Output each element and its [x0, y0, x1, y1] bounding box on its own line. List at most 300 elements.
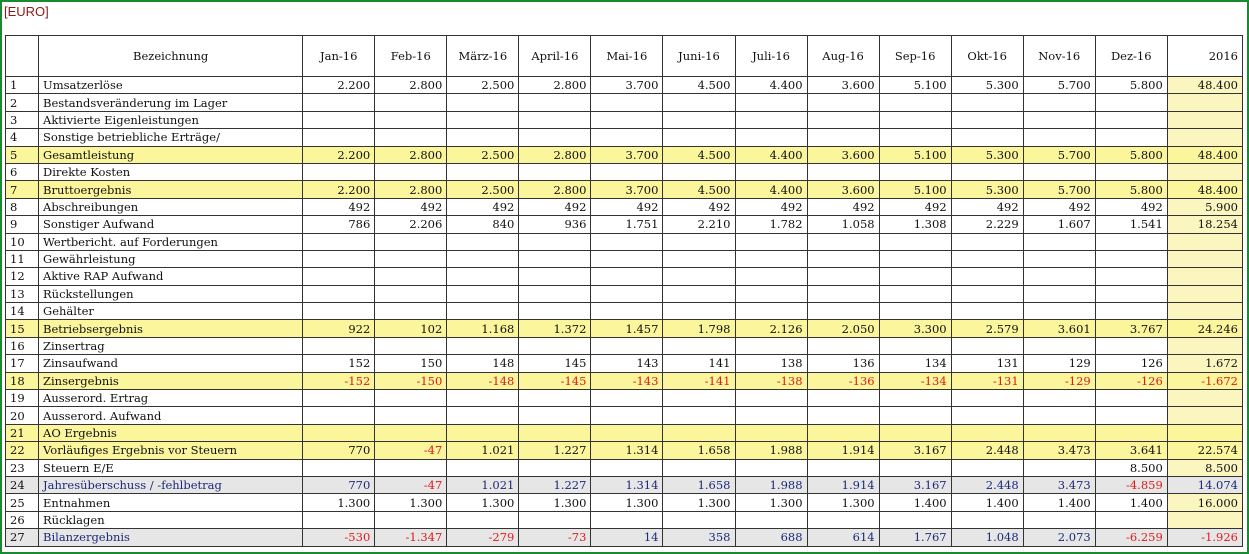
month-value-cell[interactable]	[303, 511, 375, 528]
month-value-cell[interactable]: 1.782	[735, 216, 807, 233]
month-value-cell[interactable]: 5.800	[1095, 77, 1167, 94]
month-value-cell[interactable]	[951, 94, 1023, 111]
month-value-cell[interactable]: 2.500	[447, 181, 519, 198]
month-value-cell[interactable]	[303, 303, 375, 320]
month-value-cell[interactable]	[735, 285, 807, 302]
month-value-cell[interactable]: 3.700	[591, 181, 663, 198]
month-value-cell[interactable]	[1095, 390, 1167, 407]
row-label[interactable]: Abschreibungen	[39, 198, 303, 215]
row-label[interactable]: Direkte Kosten	[39, 163, 303, 180]
month-value-cell[interactable]: 136	[807, 355, 879, 372]
month-value-cell[interactable]	[735, 268, 807, 285]
month-value-cell[interactable]: 4.500	[663, 181, 735, 198]
month-value-cell[interactable]	[1023, 459, 1095, 476]
month-value-cell[interactable]	[951, 337, 1023, 354]
month-value-cell[interactable]: 1.227	[519, 442, 591, 459]
month-value-cell[interactable]	[1023, 424, 1095, 441]
month-value-cell[interactable]	[591, 424, 663, 441]
month-value-cell[interactable]	[951, 303, 1023, 320]
month-value-cell[interactable]: 5.100	[879, 77, 951, 94]
year-total-cell[interactable]: -1.926	[1167, 529, 1242, 546]
year-total-cell[interactable]	[1167, 303, 1242, 320]
month-value-cell[interactable]: 141	[663, 355, 735, 372]
month-value-cell[interactable]	[879, 390, 951, 407]
month-value-cell[interactable]	[879, 94, 951, 111]
year-total-cell[interactable]	[1167, 268, 1242, 285]
row-label[interactable]: Wertbericht. auf Forderungen	[39, 233, 303, 250]
month-value-cell[interactable]	[951, 233, 1023, 250]
month-value-cell[interactable]	[303, 94, 375, 111]
month-value-cell[interactable]	[879, 111, 951, 128]
month-value-cell[interactable]	[447, 390, 519, 407]
month-value-cell[interactable]: 1.300	[519, 494, 591, 511]
month-value-cell[interactable]	[879, 285, 951, 302]
row-label[interactable]: Gewährleistung	[39, 250, 303, 267]
month-value-cell[interactable]: 614	[807, 529, 879, 546]
year-total-cell[interactable]: -1.672	[1167, 372, 1242, 389]
month-value-cell[interactable]	[735, 337, 807, 354]
month-value-cell[interactable]	[735, 163, 807, 180]
month-value-cell[interactable]: 492	[447, 198, 519, 215]
month-value-cell[interactable]: 1.988	[735, 442, 807, 459]
month-value-cell[interactable]	[591, 337, 663, 354]
row-label[interactable]: Bilanzergebnis	[39, 529, 303, 546]
month-value-cell[interactable]: 1.400	[1023, 494, 1095, 511]
month-value-cell[interactable]: 492	[807, 198, 879, 215]
month-value-cell[interactable]: 1.058	[807, 216, 879, 233]
month-value-cell[interactable]	[1023, 163, 1095, 180]
month-value-cell[interactable]	[303, 424, 375, 441]
month-value-cell[interactable]: 5.100	[879, 181, 951, 198]
month-value-cell[interactable]: 5.300	[951, 181, 1023, 198]
month-value-cell[interactable]: 2.800	[375, 181, 447, 198]
month-value-cell[interactable]	[447, 233, 519, 250]
month-value-cell[interactable]	[591, 285, 663, 302]
month-value-cell[interactable]: 688	[735, 529, 807, 546]
month-value-cell[interactable]: 3.601	[1023, 320, 1095, 337]
month-value-cell[interactable]	[951, 459, 1023, 476]
month-value-cell[interactable]	[879, 459, 951, 476]
month-value-cell[interactable]: 2.200	[303, 77, 375, 94]
month-value-cell[interactable]	[663, 163, 735, 180]
month-value-cell[interactable]: 1.227	[519, 476, 591, 493]
year-total-cell[interactable]: 8.500	[1167, 459, 1242, 476]
month-value-cell[interactable]: 152	[303, 355, 375, 372]
month-value-cell[interactable]: 143	[591, 355, 663, 372]
month-value-cell[interactable]	[735, 459, 807, 476]
month-value-cell[interactable]	[375, 250, 447, 267]
month-value-cell[interactable]: 4.500	[663, 146, 735, 163]
month-value-cell[interactable]	[591, 233, 663, 250]
month-value-cell[interactable]	[663, 129, 735, 146]
month-value-cell[interactable]: 3.600	[807, 77, 879, 94]
month-value-cell[interactable]	[1023, 233, 1095, 250]
month-value-cell[interactable]	[807, 303, 879, 320]
month-value-cell[interactable]	[519, 511, 591, 528]
month-value-cell[interactable]	[519, 285, 591, 302]
month-value-cell[interactable]	[1023, 129, 1095, 146]
month-value-cell[interactable]: 840	[447, 216, 519, 233]
month-value-cell[interactable]	[447, 268, 519, 285]
month-value-cell[interactable]	[591, 303, 663, 320]
month-value-cell[interactable]	[951, 129, 1023, 146]
month-value-cell[interactable]	[879, 129, 951, 146]
month-value-cell[interactable]	[1095, 111, 1167, 128]
month-value-cell[interactable]	[447, 250, 519, 267]
month-value-cell[interactable]: 492	[1095, 198, 1167, 215]
month-value-cell[interactable]: 936	[519, 216, 591, 233]
month-value-cell[interactable]	[591, 163, 663, 180]
year-total-cell[interactable]: 24.246	[1167, 320, 1242, 337]
month-value-cell[interactable]	[447, 407, 519, 424]
row-label[interactable]: Ausserord. Ertrag	[39, 390, 303, 407]
month-value-cell[interactable]: -279	[447, 529, 519, 546]
row-label[interactable]: Umsatzerlöse	[39, 77, 303, 94]
month-value-cell[interactable]	[375, 129, 447, 146]
month-value-cell[interactable]	[807, 337, 879, 354]
month-value-cell[interactable]	[735, 390, 807, 407]
month-value-cell[interactable]	[951, 111, 1023, 128]
month-value-cell[interactable]: 5.300	[951, 146, 1023, 163]
month-value-cell[interactable]	[951, 163, 1023, 180]
month-value-cell[interactable]: 3.600	[807, 181, 879, 198]
month-value-cell[interactable]	[1023, 337, 1095, 354]
month-value-cell[interactable]	[879, 511, 951, 528]
month-value-cell[interactable]	[1095, 94, 1167, 111]
month-value-cell[interactable]	[951, 250, 1023, 267]
month-value-cell[interactable]: 126	[1095, 355, 1167, 372]
month-value-cell[interactable]: 2.800	[375, 77, 447, 94]
year-total-cell[interactable]: 1.672	[1167, 355, 1242, 372]
row-label[interactable]: Sonstiger Aufwand	[39, 216, 303, 233]
month-value-cell[interactable]: 1.300	[591, 494, 663, 511]
month-value-cell[interactable]: 2.200	[303, 146, 375, 163]
month-value-cell[interactable]	[303, 337, 375, 354]
row-label[interactable]: AO Ergebnis	[39, 424, 303, 441]
month-value-cell[interactable]	[375, 268, 447, 285]
month-value-cell[interactable]	[807, 163, 879, 180]
month-value-cell[interactable]	[519, 233, 591, 250]
row-label[interactable]: Entnahmen	[39, 494, 303, 511]
month-value-cell[interactable]: 2.073	[1023, 529, 1095, 546]
month-value-cell[interactable]: -148	[447, 372, 519, 389]
month-value-cell[interactable]: 2.800	[519, 77, 591, 94]
month-value-cell[interactable]	[1095, 250, 1167, 267]
month-value-cell[interactable]: 5.700	[1023, 146, 1095, 163]
month-value-cell[interactable]	[303, 285, 375, 302]
month-value-cell[interactable]	[1023, 390, 1095, 407]
month-value-cell[interactable]: 3.473	[1023, 476, 1095, 493]
month-value-cell[interactable]	[879, 163, 951, 180]
month-value-cell[interactable]: 3.300	[879, 320, 951, 337]
month-value-cell[interactable]: -73	[519, 529, 591, 546]
month-value-cell[interactable]	[447, 303, 519, 320]
row-label[interactable]: Sonstige betriebliche Erträge/	[39, 129, 303, 146]
month-value-cell[interactable]: 2.500	[447, 77, 519, 94]
month-value-cell[interactable]	[951, 511, 1023, 528]
month-value-cell[interactable]	[375, 511, 447, 528]
row-label[interactable]: Vorläufiges Ergebnis vor Steuern	[39, 442, 303, 459]
month-value-cell[interactable]	[735, 129, 807, 146]
month-value-cell[interactable]	[375, 459, 447, 476]
month-value-cell[interactable]	[807, 459, 879, 476]
month-value-cell[interactable]	[447, 337, 519, 354]
month-value-cell[interactable]: 5.100	[879, 146, 951, 163]
month-value-cell[interactable]: 102	[375, 320, 447, 337]
month-value-cell[interactable]	[303, 268, 375, 285]
month-value-cell[interactable]: 492	[951, 198, 1023, 215]
month-value-cell[interactable]: -4.859	[1095, 476, 1167, 493]
month-value-cell[interactable]	[879, 424, 951, 441]
month-value-cell[interactable]: -47	[375, 476, 447, 493]
month-value-cell[interactable]: 2.579	[951, 320, 1023, 337]
month-value-cell[interactable]: -1.347	[375, 529, 447, 546]
month-value-cell[interactable]	[663, 285, 735, 302]
row-label[interactable]: Zinsaufwand	[39, 355, 303, 372]
month-value-cell[interactable]	[807, 285, 879, 302]
month-value-cell[interactable]	[375, 337, 447, 354]
month-value-cell[interactable]	[807, 424, 879, 441]
month-value-cell[interactable]: -134	[879, 372, 951, 389]
month-value-cell[interactable]	[447, 424, 519, 441]
month-value-cell[interactable]	[663, 459, 735, 476]
month-value-cell[interactable]	[519, 129, 591, 146]
month-value-cell[interactable]: 131	[951, 355, 1023, 372]
month-value-cell[interactable]	[807, 111, 879, 128]
month-value-cell[interactable]	[591, 129, 663, 146]
year-total-cell[interactable]: 14.074	[1167, 476, 1242, 493]
month-value-cell[interactable]	[735, 233, 807, 250]
month-value-cell[interactable]: 1.914	[807, 442, 879, 459]
month-value-cell[interactable]: -143	[591, 372, 663, 389]
month-value-cell[interactable]	[519, 163, 591, 180]
month-value-cell[interactable]	[375, 424, 447, 441]
year-total-cell[interactable]	[1167, 233, 1242, 250]
year-total-cell[interactable]: 48.400	[1167, 77, 1242, 94]
month-value-cell[interactable]: 5.700	[1023, 181, 1095, 198]
month-value-cell[interactable]	[663, 511, 735, 528]
month-value-cell[interactable]	[951, 285, 1023, 302]
year-total-cell[interactable]: 5.900	[1167, 198, 1242, 215]
month-value-cell[interactable]	[447, 511, 519, 528]
month-value-cell[interactable]: 5.300	[951, 77, 1023, 94]
month-value-cell[interactable]	[375, 407, 447, 424]
month-value-cell[interactable]: 134	[879, 355, 951, 372]
year-total-cell[interactable]	[1167, 285, 1242, 302]
month-value-cell[interactable]	[951, 407, 1023, 424]
month-value-cell[interactable]: 129	[1023, 355, 1095, 372]
month-value-cell[interactable]	[1095, 303, 1167, 320]
month-value-cell[interactable]	[591, 250, 663, 267]
month-value-cell[interactable]	[1095, 337, 1167, 354]
month-value-cell[interactable]: -136	[807, 372, 879, 389]
month-value-cell[interactable]	[1023, 111, 1095, 128]
month-value-cell[interactable]: 1.400	[951, 494, 1023, 511]
month-value-cell[interactable]	[519, 407, 591, 424]
month-value-cell[interactable]: 492	[591, 198, 663, 215]
month-value-cell[interactable]: 2.448	[951, 476, 1023, 493]
month-value-cell[interactable]: -47	[375, 442, 447, 459]
row-label[interactable]: Jahresüberschuss / -fehlbetrag	[39, 476, 303, 493]
month-value-cell[interactable]	[1023, 407, 1095, 424]
month-value-cell[interactable]: 770	[303, 442, 375, 459]
month-value-cell[interactable]	[807, 129, 879, 146]
month-value-cell[interactable]: 2.448	[951, 442, 1023, 459]
month-value-cell[interactable]	[807, 390, 879, 407]
month-value-cell[interactable]: -131	[951, 372, 1023, 389]
month-value-cell[interactable]: 1.300	[663, 494, 735, 511]
month-value-cell[interactable]: 4.400	[735, 146, 807, 163]
month-value-cell[interactable]: 1.300	[807, 494, 879, 511]
month-value-cell[interactable]	[663, 303, 735, 320]
month-value-cell[interactable]: 148	[447, 355, 519, 372]
month-value-cell[interactable]: 492	[735, 198, 807, 215]
month-value-cell[interactable]: 3.473	[1023, 442, 1095, 459]
month-value-cell[interactable]	[1095, 424, 1167, 441]
month-value-cell[interactable]: 1.300	[303, 494, 375, 511]
month-value-cell[interactable]: 358	[663, 529, 735, 546]
month-value-cell[interactable]: 3.600	[807, 146, 879, 163]
month-value-cell[interactable]	[663, 337, 735, 354]
year-total-cell[interactable]	[1167, 94, 1242, 111]
month-value-cell[interactable]	[1095, 163, 1167, 180]
month-value-cell[interactable]: 1.300	[447, 494, 519, 511]
year-total-cell[interactable]	[1167, 111, 1242, 128]
month-value-cell[interactable]	[447, 94, 519, 111]
month-value-cell[interactable]	[663, 94, 735, 111]
month-value-cell[interactable]: 1.314	[591, 442, 663, 459]
month-value-cell[interactable]	[735, 511, 807, 528]
month-value-cell[interactable]: 3.700	[591, 77, 663, 94]
month-value-cell[interactable]	[735, 250, 807, 267]
year-total-cell[interactable]	[1167, 511, 1242, 528]
row-label[interactable]: Aktivierte Eigenleistungen	[39, 111, 303, 128]
month-value-cell[interactable]: 1.300	[735, 494, 807, 511]
month-value-cell[interactable]	[879, 268, 951, 285]
month-value-cell[interactable]	[1023, 511, 1095, 528]
month-value-cell[interactable]: -6.259	[1095, 529, 1167, 546]
month-value-cell[interactable]	[735, 94, 807, 111]
row-label[interactable]: Zinsertrag	[39, 337, 303, 354]
month-value-cell[interactable]: 1.658	[663, 442, 735, 459]
month-value-cell[interactable]	[519, 94, 591, 111]
month-value-cell[interactable]	[519, 424, 591, 441]
year-total-cell[interactable]	[1167, 250, 1242, 267]
month-value-cell[interactable]	[519, 303, 591, 320]
year-total-cell[interactable]	[1167, 337, 1242, 354]
month-value-cell[interactable]	[735, 424, 807, 441]
month-value-cell[interactable]: 4.400	[735, 181, 807, 198]
month-value-cell[interactable]	[303, 407, 375, 424]
month-value-cell[interactable]: -145	[519, 372, 591, 389]
month-value-cell[interactable]: 145	[519, 355, 591, 372]
month-value-cell[interactable]: 1.798	[663, 320, 735, 337]
month-value-cell[interactable]	[519, 268, 591, 285]
month-value-cell[interactable]	[951, 424, 1023, 441]
month-value-cell[interactable]: 922	[303, 320, 375, 337]
month-value-cell[interactable]	[303, 390, 375, 407]
month-value-cell[interactable]: 1.541	[1095, 216, 1167, 233]
month-value-cell[interactable]: 1.300	[375, 494, 447, 511]
month-value-cell[interactable]: -129	[1023, 372, 1095, 389]
month-value-cell[interactable]	[447, 459, 519, 476]
month-value-cell[interactable]: 3.700	[591, 146, 663, 163]
month-value-cell[interactable]	[591, 511, 663, 528]
year-total-cell[interactable]	[1167, 390, 1242, 407]
month-value-cell[interactable]: 2.050	[807, 320, 879, 337]
month-value-cell[interactable]	[519, 337, 591, 354]
month-value-cell[interactable]	[447, 129, 519, 146]
month-value-cell[interactable]: 8.500	[1095, 459, 1167, 476]
row-label[interactable]: Steuern E/E	[39, 459, 303, 476]
row-label[interactable]: Bruttoergebnis	[39, 181, 303, 198]
month-value-cell[interactable]: 2.800	[519, 146, 591, 163]
month-value-cell[interactable]: 1.400	[879, 494, 951, 511]
month-value-cell[interactable]	[879, 250, 951, 267]
month-value-cell[interactable]: 1.372	[519, 320, 591, 337]
month-value-cell[interactable]	[591, 94, 663, 111]
row-label[interactable]: Zinsergebnis	[39, 372, 303, 389]
month-value-cell[interactable]: 1.767	[879, 529, 951, 546]
year-total-cell[interactable]	[1167, 407, 1242, 424]
month-value-cell[interactable]	[591, 268, 663, 285]
month-value-cell[interactable]: -138	[735, 372, 807, 389]
month-value-cell[interactable]: 2.800	[375, 146, 447, 163]
month-value-cell[interactable]	[303, 250, 375, 267]
month-value-cell[interactable]	[519, 111, 591, 128]
month-value-cell[interactable]: 150	[375, 355, 447, 372]
month-value-cell[interactable]	[375, 285, 447, 302]
year-total-cell[interactable]	[1167, 163, 1242, 180]
month-value-cell[interactable]: 2.229	[951, 216, 1023, 233]
month-value-cell[interactable]: 2.206	[375, 216, 447, 233]
month-value-cell[interactable]: 1.658	[663, 476, 735, 493]
month-value-cell[interactable]	[951, 390, 1023, 407]
month-value-cell[interactable]	[447, 163, 519, 180]
month-value-cell[interactable]: 5.800	[1095, 181, 1167, 198]
row-label[interactable]: Ausserord. Aufwand	[39, 407, 303, 424]
month-value-cell[interactable]: 14	[591, 529, 663, 546]
month-value-cell[interactable]: -150	[375, 372, 447, 389]
month-value-cell[interactable]	[1095, 233, 1167, 250]
month-value-cell[interactable]: 2.500	[447, 146, 519, 163]
row-label[interactable]: Rückstellungen	[39, 285, 303, 302]
month-value-cell[interactable]	[663, 407, 735, 424]
month-value-cell[interactable]: 492	[879, 198, 951, 215]
month-value-cell[interactable]: 1.021	[447, 442, 519, 459]
month-value-cell[interactable]	[735, 407, 807, 424]
month-value-cell[interactable]	[303, 233, 375, 250]
month-value-cell[interactable]	[519, 459, 591, 476]
month-value-cell[interactable]	[1023, 250, 1095, 267]
month-value-cell[interactable]: 492	[519, 198, 591, 215]
month-value-cell[interactable]: 1.751	[591, 216, 663, 233]
month-value-cell[interactable]: 1.021	[447, 476, 519, 493]
month-value-cell[interactable]	[591, 407, 663, 424]
month-value-cell[interactable]	[807, 94, 879, 111]
month-value-cell[interactable]	[879, 407, 951, 424]
month-value-cell[interactable]: 1.988	[735, 476, 807, 493]
month-value-cell[interactable]: 2.800	[519, 181, 591, 198]
month-value-cell[interactable]: 4.500	[663, 77, 735, 94]
year-total-cell[interactable]: 48.400	[1167, 146, 1242, 163]
month-value-cell[interactable]: 492	[303, 198, 375, 215]
month-value-cell[interactable]	[591, 390, 663, 407]
month-value-cell[interactable]	[1023, 94, 1095, 111]
month-value-cell[interactable]	[1095, 268, 1167, 285]
month-value-cell[interactable]: 2.210	[663, 216, 735, 233]
month-value-cell[interactable]: 138	[735, 355, 807, 372]
